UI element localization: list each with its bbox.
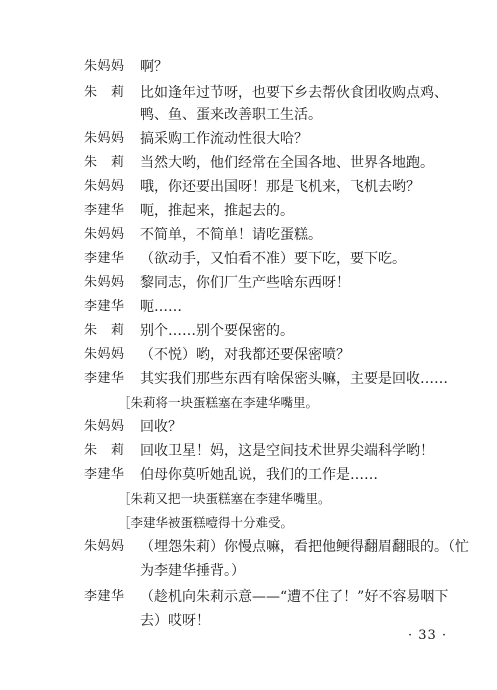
dialogue-text: 别个……别个要保密的。: [140, 323, 294, 339]
dialogue-line: [0, 558, 497, 584]
speaker-name: 朱妈妈: [84, 227, 125, 242]
dialogue-line: [0, 270, 497, 296]
dialogue-text: 哦，你还要出国呀！那是飞机来，飞机去哟？: [140, 179, 420, 195]
speaker-name: 朱 莉: [84, 85, 125, 100]
dialogue-text: 其实我们那些东西有啥保密头嘛，主要是回收……: [140, 371, 448, 387]
dialogue-line: [0, 366, 497, 392]
speaker-name: 朱妈妈: [84, 131, 125, 146]
speaker-name: 朱 莉: [84, 443, 125, 458]
dialogue-text: 回收？: [140, 419, 182, 435]
dialogue-line: [0, 390, 497, 416]
speaker-name: 李建华: [84, 467, 125, 482]
dialogue-text: 黎同志，你们厂生产些啥东西呀！: [140, 275, 350, 291]
dialogue-line: [0, 462, 497, 488]
dialogue-text: 搞采购工作流动性很大哈？: [140, 131, 308, 147]
speaker-name: 李建华: [84, 203, 125, 218]
dialogue-text: 比如逢年过节呀，也要下乡去帮伙食团收购点鸡、: [140, 85, 448, 101]
dialogue-text: （趁机向朱莉示意——“遭不住了！”好不容易咽下: [140, 589, 449, 605]
dialogue-continuation: 鸭、鱼、蛋来改善职工生活。: [140, 107, 322, 123]
dialogue-text: 伯母你莫听她乱说，我们的工作是……: [140, 467, 378, 483]
speaker-name: 朱妈妈: [84, 539, 125, 554]
dialogue-text: 不简单，不简单！请吃蛋糕。: [140, 227, 322, 243]
dialogue-text: 呃……: [140, 299, 182, 315]
dialogue-text: 啊？: [140, 59, 168, 75]
dialogue-continuation: 去）哎呀！: [140, 613, 210, 629]
dialogue-line: [0, 222, 497, 248]
dialogue-line: [0, 126, 497, 152]
stage-direction: ［朱莉又把一块蛋糕塞在李建华嘴里。: [118, 491, 331, 506]
speaker-name: 朱妈妈: [84, 59, 125, 74]
dialogue-text: 当然大哟，他们经常在全国各地、世界各地跑。: [140, 155, 434, 171]
dialogue-text: 回收卫星！妈，这是空间技术世界尖端科学哟！: [140, 443, 434, 459]
dialogue-text: （埋怨朱莉）你慢点嘛，看把他鲠得翻眉翻眼的。（忙: [140, 539, 469, 555]
dialogue-line: [0, 246, 497, 272]
dialogue-line: [0, 54, 497, 80]
dialogue-line: [0, 534, 497, 560]
speaker-name: 李建华: [84, 251, 125, 266]
speaker-name: 朱 莉: [84, 323, 125, 338]
dialogue-line: [0, 294, 497, 320]
dialogue-line: [0, 438, 497, 464]
speaker-name: 朱 莉: [84, 155, 125, 170]
dialogue-line: [0, 318, 497, 344]
dialogue-line: [0, 414, 497, 440]
dialogue-text: （欲动手，又怕看不准）要下吃，要下吃。: [140, 251, 406, 267]
speaker-name: 朱妈妈: [84, 275, 125, 290]
speaker-name: 李建华: [84, 299, 125, 314]
stage-direction: ［李建华被蛋糕噎得十分难受。: [118, 515, 294, 530]
dialogue-text: （不悦）哟，对我都还要保密喷？: [140, 347, 350, 363]
dialogue-text: 呃，推起来，推起去的。: [140, 203, 294, 219]
dialogue-line: [0, 342, 497, 368]
speaker-name: 朱妈妈: [84, 347, 125, 362]
dialogue-line: [0, 174, 497, 200]
dialogue-line: [0, 584, 497, 610]
speaker-name: 李建华: [84, 371, 125, 386]
dialogue-line: [0, 102, 497, 128]
speaker-name: 朱妈妈: [84, 179, 125, 194]
dialogue-line: [0, 198, 497, 224]
speaker-name: 朱妈妈: [84, 419, 125, 434]
page-number: · 33 ·: [408, 628, 448, 643]
dialogue-continuation: 为李建华捶背。）: [140, 563, 245, 579]
stage-direction: ［朱莉将一块蛋糕塞在李建华嘴里。: [118, 395, 319, 410]
dialogue-line: [0, 510, 497, 536]
speaker-name: 李建华: [84, 589, 125, 604]
dialogue-line: [0, 150, 497, 176]
dialogue-line: [0, 486, 497, 512]
